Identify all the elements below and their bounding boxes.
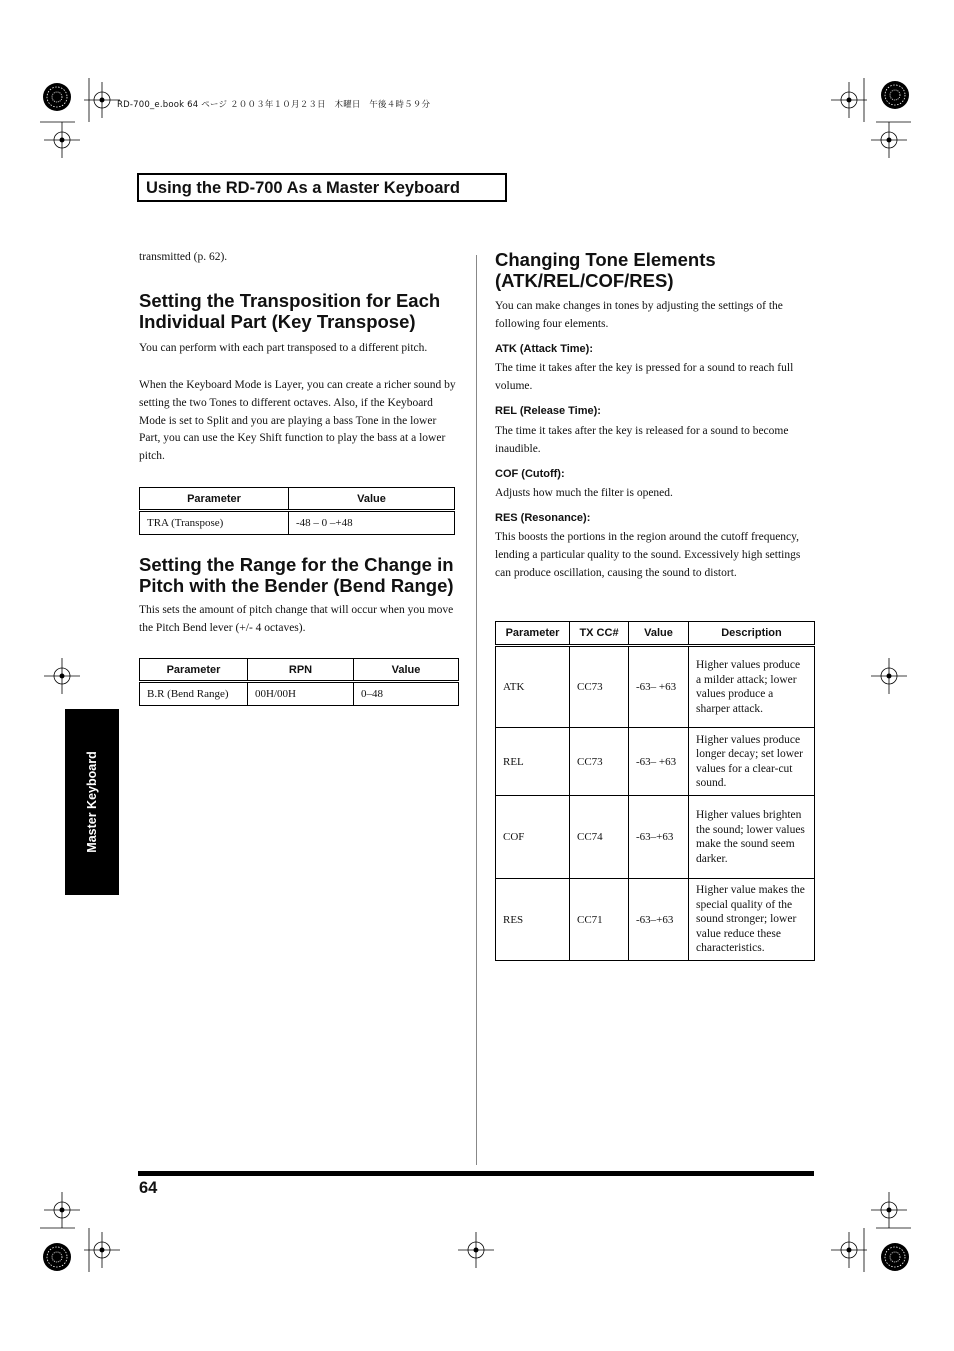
transpose-table: [139, 487, 455, 535]
transpose-heading-line1: Setting the Transposition for Each: [139, 290, 441, 311]
section-title-box: [137, 173, 507, 202]
table-header: Value: [354, 659, 459, 682]
tone-heading-line1: Changing Tone Elements: [495, 249, 716, 270]
table-row: [496, 879, 815, 961]
table-row: [496, 646, 815, 728]
intro-text: transmitted (p. 62).: [139, 251, 228, 263]
table-cell: Higher values produce a milder attack; lower values produce a sharper attack.: [689, 646, 815, 728]
rel-text: The time it takes after the key is released for a sound to become inaudible.: [495, 425, 789, 455]
table-cell: B.R (Bend Range): [140, 682, 248, 706]
table-row: [496, 728, 815, 796]
table-cell: -48 – 0 –+48: [289, 511, 455, 535]
table-header: Description: [689, 622, 815, 646]
table-cell: -63– +63: [629, 728, 689, 796]
table-cell: CC73: [570, 728, 629, 796]
table-cell: Higher values produce longer decay; set lower values for a clear-cut sound.: [689, 728, 815, 796]
atk-text: The time it takes after the key is pressed for a sound to reach full volume.: [495, 362, 794, 392]
transpose-para2: When the Keyboard Mode is Layer, you can create a richer sound by setting the two Tones to different octaves. Also, if the Keyboard Mode is set to Split and you are playing a bass Tone in the lower Part, you can use the Key Shift function to play the bass at a lower pitch.: [139, 379, 456, 463]
bend-para1: This sets the amount of pitch change that will occur when you move the Pitch Bend lever (+/- 4 octaves).: [139, 604, 454, 634]
print-header: RD-700_e.book 64 ページ ２００３年１０月２３日 木曜日 午後４時５９分: [117, 100, 431, 110]
table-row: [140, 682, 459, 706]
table-cell: CC74: [570, 796, 629, 879]
table-header: Parameter: [496, 622, 570, 646]
bend-heading-line1: Setting the Range for the Change in: [139, 554, 454, 575]
res-text: This boosts the portions in the region around the cutoff frequency, lending a particular quality to the sound. Excessively high settings can produce oscillation, causing the sound to distort.: [495, 531, 801, 579]
table-cell: 0–48: [354, 682, 459, 706]
transpose-para1: You can perform with each part transposed to a different pitch.: [139, 342, 428, 354]
table-row: [140, 511, 455, 535]
tone-heading-line2: (ATK/REL/COF/RES): [495, 270, 674, 291]
table-cell: -63–+63: [629, 796, 689, 879]
section-title: Using the RD-700 As a Master Keyboard: [146, 179, 460, 197]
footer-rule: [138, 1171, 814, 1176]
column-divider: [476, 255, 477, 1165]
atk-label: ATK (Attack Time):: [495, 343, 593, 355]
side-tab: [65, 709, 119, 895]
tone-elements-heading: [495, 249, 815, 291]
table-cell: REL: [496, 728, 570, 796]
table-header: Value: [629, 622, 689, 646]
tone-elements-table: [495, 621, 815, 961]
table-cell: Higher values brighten the sound; lower values make the sound seem darker.: [689, 796, 815, 879]
table-header: RPN: [248, 659, 354, 682]
table-cell: Higher value makes the special quality of the sound stronger; lower value reduce these characteristics.: [689, 879, 815, 961]
table-cell: CC73: [570, 646, 629, 728]
side-tab-label: Master Keyboard: [85, 751, 99, 853]
bend-heading-line2: Pitch with the Bender (Bend Range): [139, 575, 454, 596]
table-header: TX CC#: [570, 622, 629, 646]
table-cell: RES: [496, 879, 570, 961]
rel-label: REL (Release Time):: [495, 405, 601, 417]
bend-table: [139, 658, 459, 706]
table-cell: CC71: [570, 879, 629, 961]
transpose-heading-line2: Individual Part (Key Transpose): [139, 311, 416, 332]
table-cell: TRA (Transpose): [140, 511, 289, 535]
bend-heading: [139, 554, 469, 596]
table-header: Parameter: [140, 488, 289, 511]
table-header: Value: [289, 488, 455, 511]
page-number: 64: [139, 1179, 158, 1197]
table-cell: -63–+63: [629, 879, 689, 961]
table-cell: COF: [496, 796, 570, 879]
res-label: RES (Resonance):: [495, 512, 591, 524]
table-cell: ATK: [496, 646, 570, 728]
cof-label: COF (Cutoff):: [495, 468, 565, 480]
table-cell: -63– +63: [629, 646, 689, 728]
transpose-heading: [139, 290, 469, 332]
cof-text: Adjusts how much the filter is opened.: [495, 487, 673, 499]
tone-intro: You can make changes in tones by adjusting the settings of the following four elements.: [495, 300, 783, 330]
table-header: Parameter: [140, 659, 248, 682]
table-cell: 00H/00H: [248, 682, 354, 706]
table-row: [496, 796, 815, 879]
